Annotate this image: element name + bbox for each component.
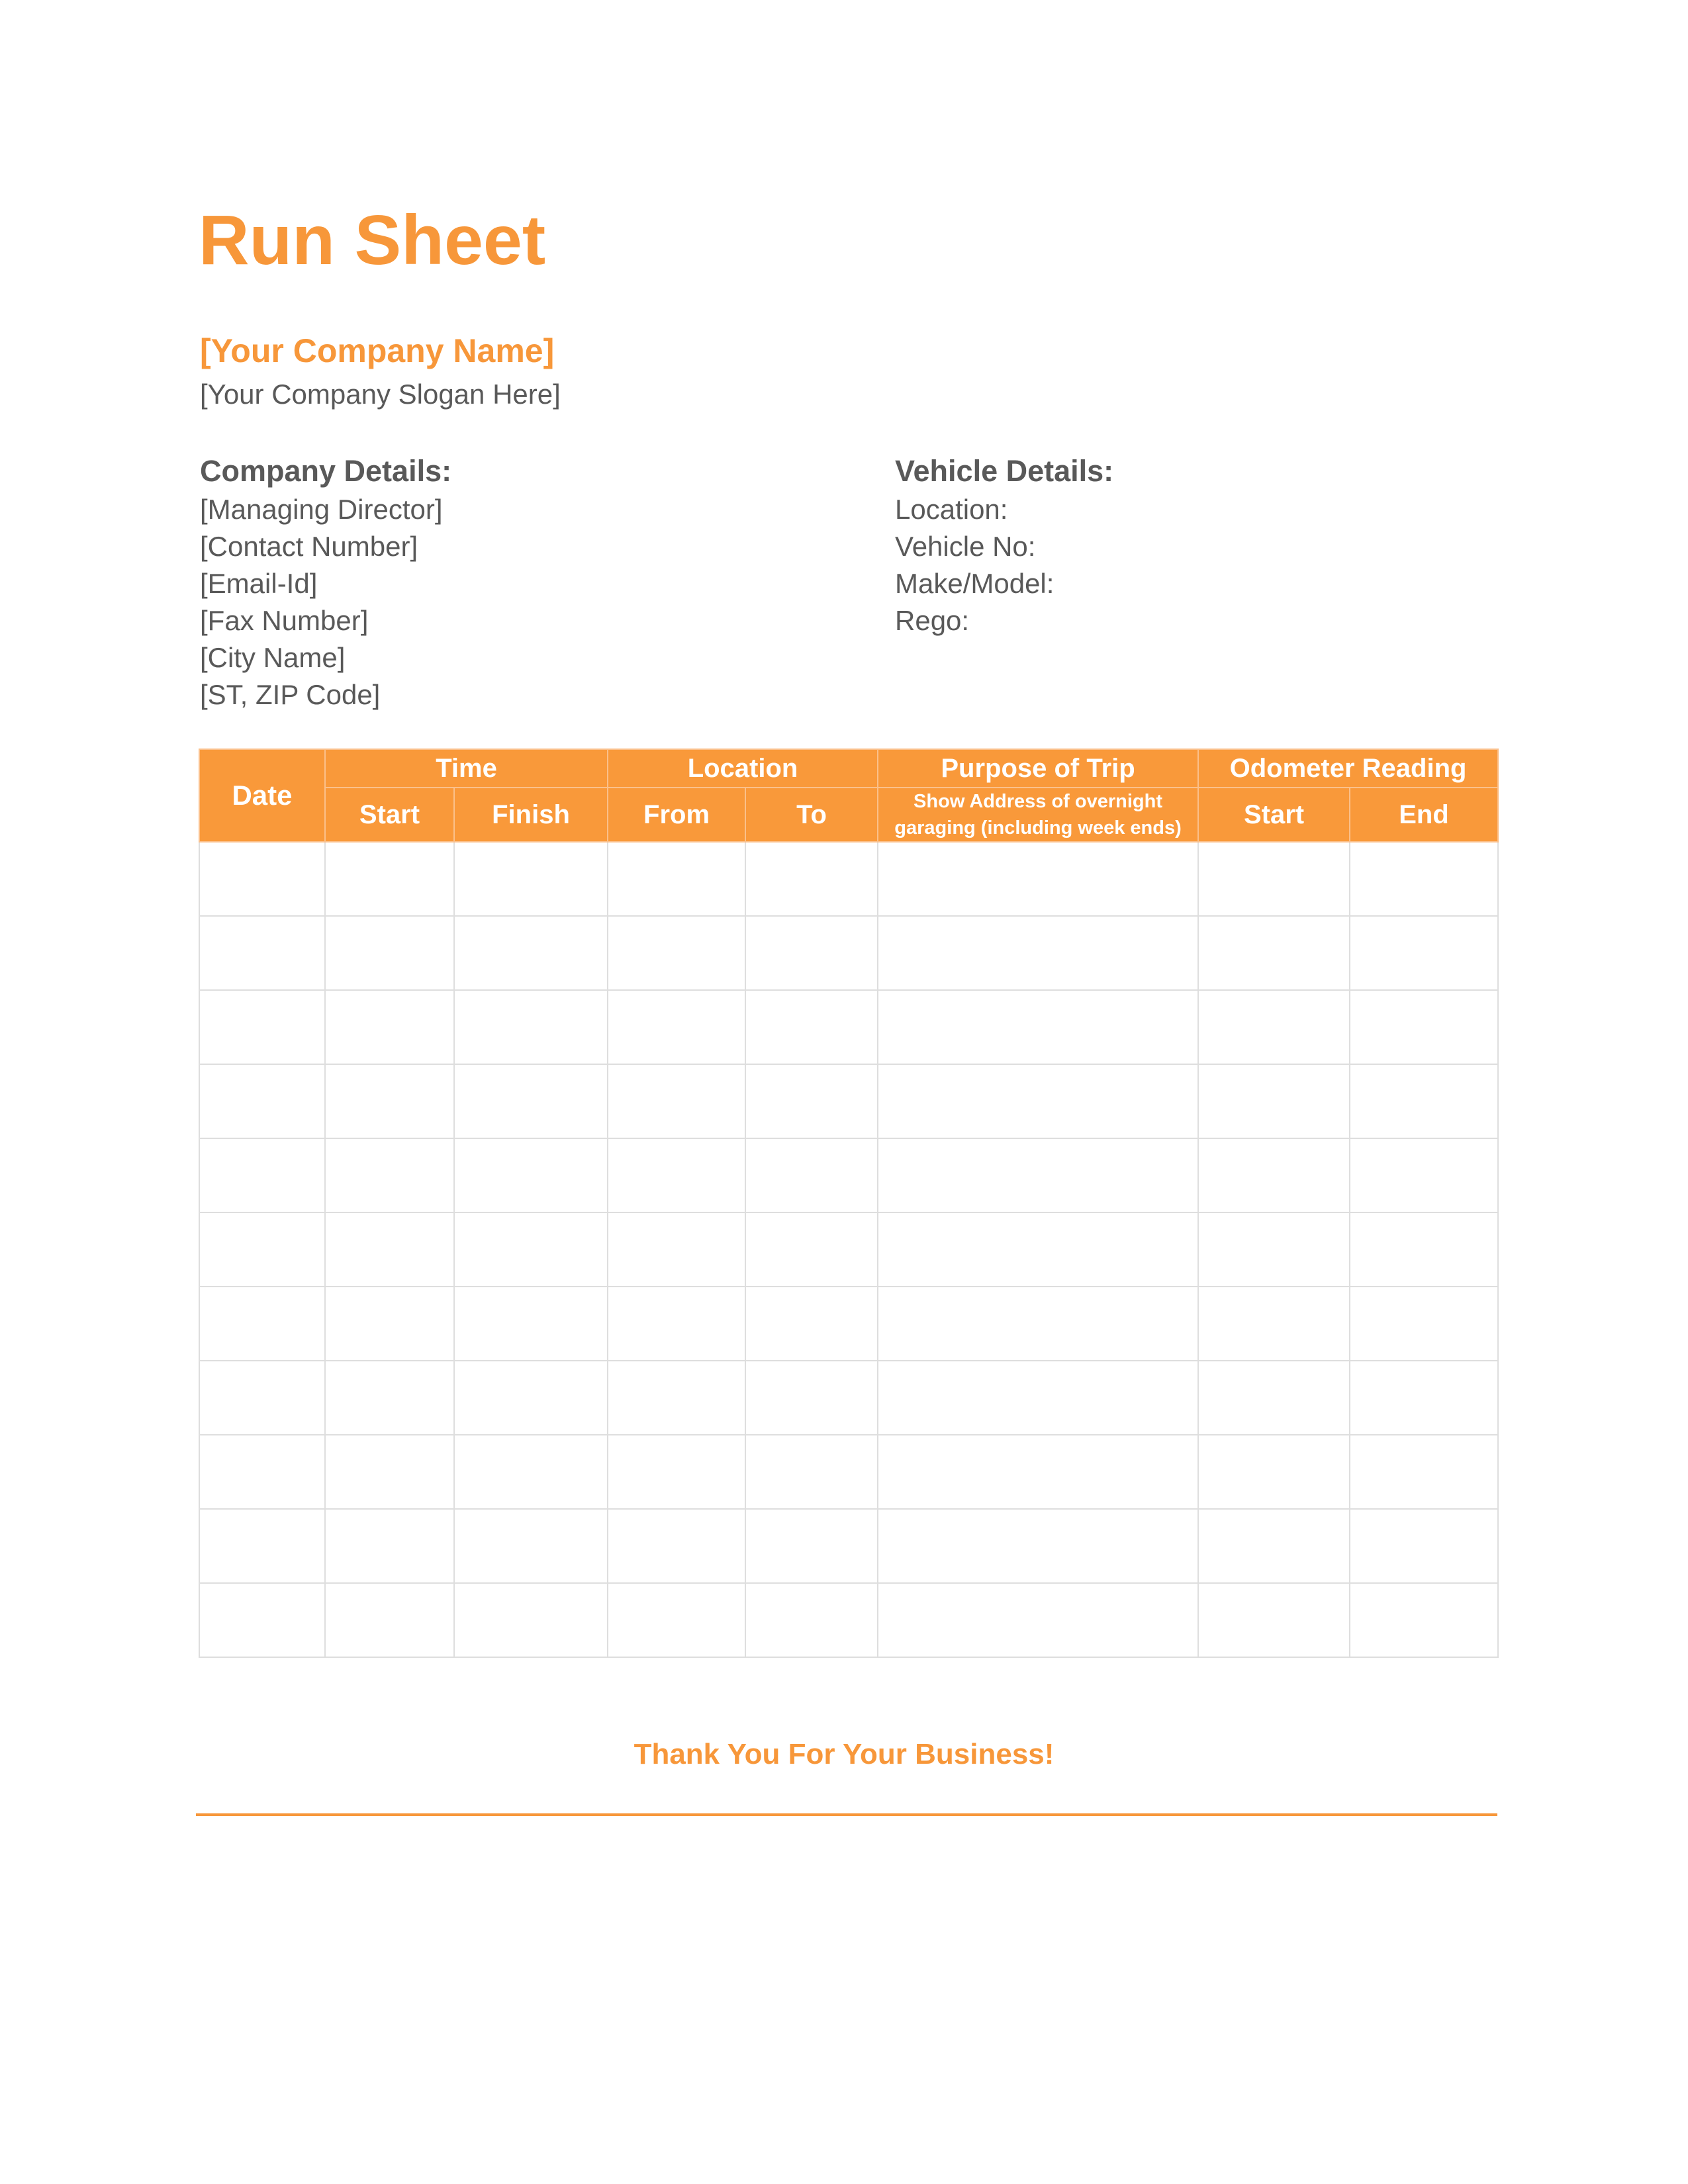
header-location: Location — [608, 749, 878, 788]
table-cell[interactable] — [745, 1361, 878, 1435]
table-cell[interactable] — [745, 842, 878, 916]
header-date: Date — [199, 749, 325, 842]
table-cell[interactable] — [199, 1361, 325, 1435]
table-cell[interactable] — [325, 916, 454, 990]
table-cell[interactable] — [1198, 1064, 1350, 1138]
table-cell[interactable] — [1350, 1361, 1498, 1435]
company-name: [Your Company Name] — [200, 332, 555, 369]
header-time-start: Start — [325, 788, 454, 842]
table-row — [199, 1064, 1498, 1138]
contact-number: [Contact Number] — [200, 531, 418, 562]
table-cell[interactable] — [454, 1361, 608, 1435]
table-cell[interactable] — [878, 916, 1198, 990]
table-cell[interactable] — [745, 1138, 878, 1212]
table-cell[interactable] — [454, 1583, 608, 1657]
table-cell[interactable] — [745, 1583, 878, 1657]
table-cell[interactable] — [1350, 1583, 1498, 1657]
table-cell[interactable] — [1350, 1287, 1498, 1361]
table-cell[interactable] — [454, 1138, 608, 1212]
table-cell[interactable] — [1350, 1138, 1498, 1212]
table-cell[interactable] — [608, 1138, 745, 1212]
header-purpose: Purpose of Trip — [878, 749, 1198, 788]
table-row — [199, 1361, 1498, 1435]
table-cell[interactable] — [199, 1435, 325, 1509]
table-cell[interactable] — [325, 1361, 454, 1435]
table-cell[interactable] — [745, 1435, 878, 1509]
table-cell[interactable] — [199, 990, 325, 1064]
table-cell[interactable] — [1198, 1287, 1350, 1361]
table-body — [199, 842, 1498, 1657]
table-cell[interactable] — [745, 1212, 878, 1287]
table-cell[interactable] — [325, 842, 454, 916]
run-sheet-table — [199, 749, 1499, 1658]
table-cell[interactable] — [199, 916, 325, 990]
table-cell[interactable] — [1350, 1212, 1498, 1287]
vehicle-details — [895, 451, 1113, 639]
table-cell[interactable] — [1350, 990, 1498, 1064]
table-cell[interactable] — [608, 990, 745, 1064]
table-cell[interactable] — [454, 1435, 608, 1509]
table-cell[interactable] — [454, 842, 608, 916]
table-cell[interactable] — [745, 1287, 878, 1361]
table-cell[interactable] — [1198, 1435, 1350, 1509]
header-time-finish: Finish — [454, 788, 608, 842]
table-cell[interactable] — [608, 916, 745, 990]
table-cell[interactable] — [608, 1064, 745, 1138]
table-cell[interactable] — [199, 1212, 325, 1287]
table-cell[interactable] — [199, 842, 325, 916]
managing-director: [Managing Director] — [200, 494, 443, 525]
table-row — [199, 1583, 1498, 1657]
table-cell[interactable] — [608, 1435, 745, 1509]
header-location-to: To — [745, 788, 878, 842]
table-cell[interactable] — [325, 1138, 454, 1212]
table-row — [199, 1435, 1498, 1509]
table-cell[interactable] — [878, 990, 1198, 1064]
table-cell[interactable] — [608, 1361, 745, 1435]
table-cell[interactable] — [454, 1064, 608, 1138]
table-cell[interactable] — [325, 1287, 454, 1361]
table-cell[interactable] — [1198, 1583, 1350, 1657]
table-cell[interactable] — [878, 1361, 1198, 1435]
table-cell[interactable] — [745, 990, 878, 1064]
table-cell[interactable] — [608, 1509, 745, 1583]
table-cell[interactable] — [878, 1509, 1198, 1583]
table-cell[interactable] — [1198, 990, 1350, 1064]
table-cell[interactable] — [878, 1138, 1198, 1212]
company-slogan: [Your Company Slogan Here] — [200, 379, 561, 410]
table-cell[interactable] — [608, 1583, 745, 1657]
table-cell[interactable] — [199, 1583, 325, 1657]
table-cell[interactable] — [325, 1583, 454, 1657]
vehicle-details-heading: Vehicle Details: — [895, 454, 1114, 488]
table-cell[interactable] — [608, 1287, 745, 1361]
footer-divider — [196, 1813, 1497, 1816]
table-cell[interactable] — [325, 1509, 454, 1583]
table-cell[interactable] — [608, 1212, 745, 1287]
header-purpose-note: Show Address of overnight garaging (including week ends) — [878, 788, 1198, 842]
table-cell[interactable] — [1198, 1509, 1350, 1583]
table-row — [199, 1138, 1498, 1212]
table-cell[interactable] — [1198, 1212, 1350, 1287]
table-cell[interactable] — [745, 1064, 878, 1138]
page-title: Run Sheet — [199, 201, 546, 279]
header-odometer-start: Start — [1198, 788, 1350, 842]
city-name: [City Name] — [200, 642, 346, 673]
table-cell[interactable] — [1350, 1064, 1498, 1138]
table-cell[interactable] — [325, 1435, 454, 1509]
table-cell[interactable] — [1198, 842, 1350, 916]
table-cell[interactable] — [878, 1287, 1198, 1361]
vehicle-number: Vehicle No: — [895, 531, 1036, 562]
table-cell[interactable] — [199, 1287, 325, 1361]
table-row — [199, 842, 1498, 916]
table-cell[interactable] — [1198, 1138, 1350, 1212]
table-cell[interactable] — [745, 1509, 878, 1583]
table-cell[interactable] — [325, 1064, 454, 1138]
table-cell[interactable] — [199, 1138, 325, 1212]
table-cell[interactable] — [199, 1509, 325, 1583]
table-row — [199, 1287, 1498, 1361]
company-details — [200, 451, 451, 713]
fax-number: [Fax Number] — [200, 605, 369, 636]
table-cell[interactable] — [878, 842, 1198, 916]
table-row — [199, 1509, 1498, 1583]
table-row — [199, 916, 1498, 990]
table-cell[interactable] — [745, 916, 878, 990]
table-cell[interactable] — [878, 1064, 1198, 1138]
table-cell[interactable] — [325, 1212, 454, 1287]
header-odometer: Odometer Reading — [1198, 749, 1498, 788]
table-cell[interactable] — [878, 1435, 1198, 1509]
table-cell[interactable] — [1350, 916, 1498, 990]
table-cell[interactable] — [454, 1509, 608, 1583]
table-cell[interactable] — [878, 1212, 1198, 1287]
company-details-heading: Company Details: — [200, 454, 452, 488]
vehicle-rego: Rego: — [895, 605, 970, 636]
vehicle-location: Location: — [895, 494, 1008, 525]
table-cell[interactable] — [1198, 1361, 1350, 1435]
vehicle-make-model: Make/Model: — [895, 568, 1055, 599]
table-cell[interactable] — [454, 1212, 608, 1287]
header-location-from: From — [608, 788, 745, 842]
table-cell[interactable] — [1350, 842, 1498, 916]
table-cell[interactable] — [454, 1287, 608, 1361]
table-cell[interactable] — [454, 990, 608, 1064]
table-cell[interactable] — [608, 842, 745, 916]
email-id: [Email-Id] — [200, 568, 318, 599]
table-cell[interactable] — [199, 1064, 325, 1138]
table-cell[interactable] — [878, 1583, 1198, 1657]
table-cell[interactable] — [325, 990, 454, 1064]
table-row — [199, 990, 1498, 1064]
header-odometer-end: End — [1350, 788, 1498, 842]
table-cell[interactable] — [1198, 916, 1350, 990]
table-cell[interactable] — [454, 916, 608, 990]
table-cell[interactable] — [1350, 1509, 1498, 1583]
thank-you-message: Thank You For Your Business! — [633, 1738, 1055, 1770]
table-row — [199, 1212, 1498, 1287]
table-cell[interactable] — [1350, 1435, 1498, 1509]
header-time: Time — [325, 749, 608, 788]
state-zip: [ST, ZIP Code] — [200, 679, 381, 710]
